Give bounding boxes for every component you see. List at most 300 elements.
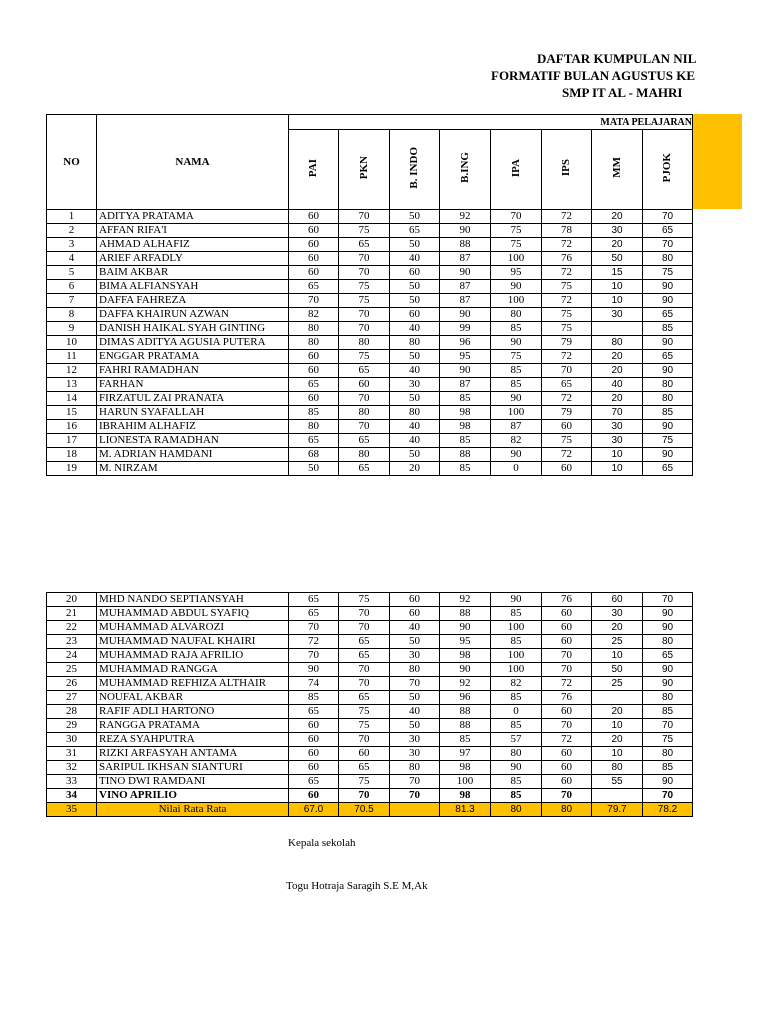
score-cell: 65 [289,607,339,621]
table-row [47,691,693,705]
score-cell: 85 [491,635,542,649]
score-cell: 85 [491,364,542,378]
score-cell: 72 [289,635,339,649]
score-cell: 90 [440,621,491,635]
score-cell: 85 [440,434,491,448]
score-cell: 72 [542,294,592,308]
student-name: NOUFAL AKBAR [97,691,289,705]
student-name: RANGGA PRATAMA [97,719,289,733]
table-row [47,789,693,803]
student-name: SARIPUL IKHSAN SIANTURI [97,761,289,775]
score-cell: 65 [339,761,390,775]
student-name: DIMAS ADITYA AGUSIA PUTERA [97,336,289,350]
student-name: ENGGAR PRATAMA [97,350,289,364]
score-cell: 40 [390,364,440,378]
score-cell: 65 [289,593,339,607]
score-cell: 75 [339,280,390,294]
score-cell: 70 [643,719,693,733]
score-cell: 60 [390,308,440,322]
score-cell: 92 [440,210,491,224]
score-cell: 88 [440,607,491,621]
score-cell: 75 [339,705,390,719]
score-cell: 80 [491,747,542,761]
score-cell: 76 [542,593,592,607]
table-row [47,677,693,691]
score-cell: 90 [643,607,693,621]
student-name: DANISH HAIKAL SYAH GINTING [97,322,289,336]
table-row [47,252,693,266]
row-number: 2 [47,224,97,238]
score-cell: 70 [339,308,390,322]
score-cell: 85 [491,607,542,621]
score-cell: 60 [289,789,339,803]
score-cell: 82 [289,308,339,322]
score-cell: 30 [592,224,643,238]
subject-header [289,130,339,210]
score-cell: 20 [592,210,643,224]
subject-header [643,130,693,210]
subject-label: PAI [307,158,319,177]
score-cell: 50 [592,663,643,677]
score-cell: 60 [289,733,339,747]
score-cell: 60 [542,462,592,476]
score-cell: 80 [643,378,693,392]
student-name: MUHAMMAD ALVAROZI [97,621,289,635]
table-row [47,775,693,789]
subject-label: IPA [509,158,522,177]
score-cell: 80 [592,336,643,350]
score-cell: 70 [289,294,339,308]
student-name: HARUN SYAFALLAH [97,406,289,420]
subject-header [491,130,542,210]
score-cell: 20 [592,621,643,635]
score-cell: 50 [390,294,440,308]
student-name: RIZKI ARFASYAH ANTAMA [97,747,289,761]
student-name: MUHAMMAD ABDUL SYAFIQ [97,607,289,621]
score-cell: 85 [440,733,491,747]
table-row [47,322,693,336]
subject-header [339,130,390,210]
row-number: 29 [47,719,97,733]
student-name: FIRZATUL ZAI PRANATA [97,392,289,406]
table-row [47,705,693,719]
table-row [47,420,693,434]
score-cell: 70 [339,663,390,677]
row-number: 14 [47,392,97,406]
score-cell: 60 [289,364,339,378]
score-cell: 0 [491,705,542,719]
row-number: 28 [47,705,97,719]
table-row [47,434,693,448]
score-cell: 20 [390,462,440,476]
score-cell: 20 [592,705,643,719]
score-cell: 60 [289,761,339,775]
score-cell: 80 [390,663,440,677]
score-cell: 88 [440,448,491,462]
table-row [47,719,693,733]
score-cell: 90 [643,294,693,308]
score-cell: 76 [542,252,592,266]
row-number: 27 [47,691,97,705]
score-cell: 20 [592,392,643,406]
row-number: 6 [47,280,97,294]
score-cell: 75 [339,224,390,238]
score-cell: 30 [390,378,440,392]
score-cell: 92 [440,593,491,607]
score-cell: 98 [440,761,491,775]
score-cell: 85 [491,789,542,803]
score-cell: 60 [390,607,440,621]
score-cell: 30 [390,649,440,663]
score-cell: 30 [592,434,643,448]
row-number: 7 [47,294,97,308]
score-cell: 60 [339,747,390,761]
average-cell: 67.0 [289,803,339,817]
score-cell: 90 [440,308,491,322]
score-cell: 70 [339,210,390,224]
score-cell: 20 [592,238,643,252]
table-row [47,238,693,252]
table-row [47,378,693,392]
score-cell: 65 [339,238,390,252]
row-number: 33 [47,775,97,789]
row-number: 32 [47,761,97,775]
score-cell: 90 [491,593,542,607]
score-cell: 78 [542,224,592,238]
row-number: 16 [47,420,97,434]
score-cell: 40 [390,420,440,434]
score-cell: 60 [289,252,339,266]
average-cell: 78.2 [643,803,693,817]
score-cell: 87 [440,280,491,294]
score-cell: 100 [491,649,542,663]
score-cell: 85 [491,719,542,733]
student-name: MUHAMMAD REFHIZA ALTHAIR [97,677,289,691]
table-row [47,448,693,462]
row-number: 26 [47,677,97,691]
score-cell: 70 [339,392,390,406]
table-row [47,663,693,677]
score-cell: 10 [592,747,643,761]
score-cell: 60 [289,238,339,252]
table-row [47,392,693,406]
score-cell: 70 [542,719,592,733]
subject-label: B.ING [458,152,471,184]
score-cell: 65 [289,280,339,294]
score-cell: 72 [542,210,592,224]
score-cell: 65 [643,308,693,322]
score-cell: 82 [491,434,542,448]
score-cell: 60 [339,378,390,392]
score-cell: 50 [390,635,440,649]
score-cell: 85 [440,462,491,476]
score-cell: 60 [289,747,339,761]
row-number: 17 [47,434,97,448]
score-cell: 79 [542,406,592,420]
row-number: 3 [47,238,97,252]
score-cell: 70 [289,649,339,663]
row-number: 22 [47,621,97,635]
score-cell: 87 [440,378,491,392]
score-cell: 90 [643,336,693,350]
score-cell: 40 [390,434,440,448]
score-cell: 60 [542,635,592,649]
score-cell: 60 [390,266,440,280]
score-cell: 15 [592,266,643,280]
score-cell: 90 [491,336,542,350]
student-name: AHMAD ALHAFIZ [97,238,289,252]
score-cell: 10 [592,448,643,462]
row-number: 9 [47,322,97,336]
score-cell: 60 [390,593,440,607]
score-cell: 100 [491,294,542,308]
score-cell: 65 [643,649,693,663]
score-cell: 65 [289,705,339,719]
score-cell: 75 [643,266,693,280]
principal-name: Togu Hotraja Saragih S.E M,Ak [286,880,428,892]
score-cell: 85 [491,378,542,392]
table-row [47,649,693,663]
score-cell: 10 [592,280,643,294]
average-cell: 80 [491,803,542,817]
score-cell [592,789,643,803]
score-cell: 10 [592,294,643,308]
score-cell [592,322,643,336]
table-row [47,621,693,635]
score-cell: 88 [440,238,491,252]
score-cell: 100 [440,775,491,789]
student-name: M. NIRZAM [97,462,289,476]
score-cell: 85 [491,775,542,789]
score-cell: 98 [440,420,491,434]
score-cell: 70 [339,789,390,803]
student-name: DAFFA KHAIRUN AZWAN [97,308,289,322]
score-cell: 75 [643,733,693,747]
score-cell: 60 [542,621,592,635]
student-name: AFFAN RIFA'I [97,224,289,238]
score-cell: 60 [542,761,592,775]
table-row [47,350,693,364]
score-cell: 70 [643,593,693,607]
score-cell: 10 [592,462,643,476]
score-cell: 10 [592,649,643,663]
score-cell: 60 [289,266,339,280]
score-cell: 60 [542,705,592,719]
title-line-2: FORMATIF BULAN AGUSTUS KE [491,68,696,83]
score-cell: 65 [289,434,339,448]
student-name: M. ADRIAN HAMDANI [97,448,289,462]
score-cell: 90 [491,392,542,406]
score-cell: 80 [643,691,693,705]
score-cell: 75 [542,308,592,322]
row-number: 20 [47,593,97,607]
student-name: DAFFA FAHREZA [97,294,289,308]
score-cell: 75 [339,350,390,364]
score-cell: 68 [289,448,339,462]
score-cell: 80 [390,761,440,775]
score-cell: 70 [643,789,693,803]
score-cell: 65 [339,691,390,705]
col-nama-header: NAMA [97,115,289,210]
score-cell: 75 [339,775,390,789]
score-cell: 65 [339,364,390,378]
subject-label: PJOK [661,152,673,183]
score-cell: 70 [339,607,390,621]
student-name: LIONESTA RAMADHAN [97,434,289,448]
score-cell: 70 [491,210,542,224]
score-cell: 100 [491,621,542,635]
score-cell: 50 [390,691,440,705]
score-cell: 30 [592,308,643,322]
score-cell: 50 [390,392,440,406]
row-number: 34 [47,789,97,803]
score-cell: 40 [390,621,440,635]
score-cell: 85 [643,322,693,336]
score-cell: 90 [643,621,693,635]
col-no-header: NO [47,115,97,210]
score-cell: 60 [542,607,592,621]
table-row [47,761,693,775]
score-cell: 25 [592,635,643,649]
score-cell: 90 [643,663,693,677]
subject-label: B. INDO [408,146,420,189]
table-row [47,593,693,607]
score-cell: 50 [289,462,339,476]
score-cell: 72 [542,350,592,364]
row-number: 5 [47,266,97,280]
score-cell: 80 [289,336,339,350]
row-number: 12 [47,364,97,378]
score-cell: 95 [491,266,542,280]
score-cell: 70 [339,733,390,747]
table-row [47,364,693,378]
mata-pelajaran-header: MATA PELAJARAN [289,115,693,130]
score-cell: 90 [289,663,339,677]
score-cell: 80 [339,448,390,462]
score-cell: 70 [542,663,592,677]
score-cell: 75 [491,350,542,364]
score-cell: 80 [592,761,643,775]
row-number: 13 [47,378,97,392]
score-cell: 99 [440,322,491,336]
average-cell: 80 [542,803,592,817]
score-cell: 65 [643,224,693,238]
row-number: 15 [47,406,97,420]
score-cell: 90 [491,448,542,462]
score-cell: 92 [440,677,491,691]
score-cell: 79 [542,336,592,350]
score-cell: 30 [390,747,440,761]
score-cell: 90 [643,677,693,691]
student-name: FARHAN [97,378,289,392]
student-name: ARIEF ARFADLY [97,252,289,266]
table-row [47,406,693,420]
row-number: 18 [47,448,97,462]
score-cell: 87 [440,252,491,266]
score-cell: 75 [339,593,390,607]
student-name: MUHAMMAD NAUFAL KHAIRI [97,635,289,649]
score-cell: 80 [643,252,693,266]
student-name: MUHAMMAD RAJA AFRILIO [97,649,289,663]
score-cell: 65 [339,635,390,649]
score-cell: 40 [390,252,440,266]
score-cell: 65 [339,434,390,448]
subject-label: MM [610,157,623,178]
score-cell: 88 [440,705,491,719]
score-cell: 82 [491,677,542,691]
score-cell: 30 [592,420,643,434]
score-cell: 95 [440,350,491,364]
score-cell: 80 [643,747,693,761]
score-cell: 60 [542,747,592,761]
score-cell: 20 [592,364,643,378]
score-cell: 50 [390,210,440,224]
title-line-1: DAFTAR KUMPULAN NIL [537,51,697,66]
score-cell: 50 [390,448,440,462]
score-cell: 70 [339,621,390,635]
score-cell: 85 [643,705,693,719]
score-cell: 10 [592,719,643,733]
student-name: BAIM AKBAR [97,266,289,280]
score-cell: 40 [390,705,440,719]
score-cell: 70 [339,252,390,266]
subject-header [592,130,643,210]
score-cell: 65 [339,462,390,476]
score-cell: 100 [491,663,542,677]
table-row [47,280,693,294]
score-cell: 85 [289,691,339,705]
student-name: FAHRI RAMADHAN [97,364,289,378]
score-table-part-2 [46,592,693,817]
row-number: 19 [47,462,97,476]
score-cell: 70 [339,266,390,280]
table-row [47,733,693,747]
score-cell: 72 [542,733,592,747]
score-cell: 60 [289,224,339,238]
score-cell: 50 [390,350,440,364]
student-name: ADITYA PRATAMA [97,210,289,224]
score-cell: 65 [289,378,339,392]
score-cell: 80 [643,392,693,406]
table-row [47,462,693,476]
subject-label: PKN [357,155,370,180]
score-cell: 65 [643,462,693,476]
score-cell: 85 [643,406,693,420]
row-number: 4 [47,252,97,266]
row-number: 8 [47,308,97,322]
score-cell: 85 [491,322,542,336]
principal-role: Kepala sekolah [288,837,356,849]
score-cell: 70 [289,621,339,635]
score-cell: 100 [491,406,542,420]
score-cell: 50 [390,280,440,294]
score-cell: 60 [289,210,339,224]
score-cell: 97 [440,747,491,761]
score-cell: 100 [491,252,542,266]
score-cell: 76 [542,691,592,705]
table-row [47,747,693,761]
score-cell: 85 [643,761,693,775]
score-cell: 60 [289,392,339,406]
score-cell: 70 [542,364,592,378]
student-name: TINO DWI RAMDANI [97,775,289,789]
score-cell: 70 [390,775,440,789]
row-number: 30 [47,733,97,747]
score-cell: 0 [491,462,542,476]
score-table-part-1 [46,114,693,476]
score-cell: 70 [339,322,390,336]
score-cell: 65 [542,378,592,392]
